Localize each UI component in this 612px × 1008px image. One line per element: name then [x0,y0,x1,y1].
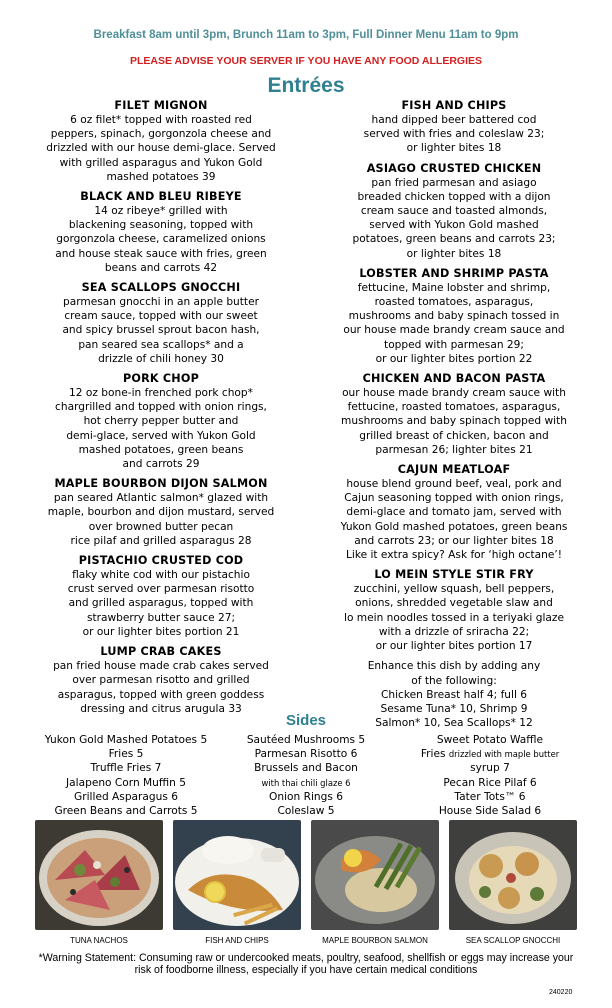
hours-text: Breakfast 8am until 3pm, Brunch 11am to 3pm, Full Dinner Menu 11am to 9pm [93,29,519,41]
side-item: Green Beans and Carrots 5 [54,805,198,818]
dish-name: LUMP CRAB CAKES [100,645,222,659]
side-item: Sweet Potato Waffle [436,734,544,746]
side-item: syrup 7 [470,762,510,775]
side-item: Yukon Gold Mashed Potatoes 5 [44,734,208,746]
warning-statement: *Warning Statement: Consuming raw or undercooked meats, poultry, seafood, shellfish or eggs may increase your risk of foodborne illness, especially if you have certain medical conditions [38,952,574,976]
fish-and-chips-photo [173,820,301,930]
side-item: Grilled Asparagus 6 [74,790,178,803]
dish-description: 6 oz filet* topped with roasted red peppers, spinach, gorgonzola cheese and drizzled with our house demi-glace. Served with grilled asparagus and Yukon Gold mashed potatoes 39 [46,114,276,183]
side-item: Pecan Rice Pilaf 6 [443,776,537,789]
dish-description: hand dipped beer battered cod served with fries and coleslaw 23; or lighter bites 18 [363,114,545,155]
food-photos [35,820,577,930]
entrees-heading: Entrées [267,74,345,97]
sides-column-2 [228,733,384,818]
dish-name: FILET MIGNON [114,99,208,112]
side-item-note-text: with thai chili glaze 6 [261,777,351,788]
side-item: Brussels and Bacon [254,762,358,775]
dish-name: BLACK AND BLEU RIBEYE [80,190,242,204]
side-item: Parmesan Risotto 6 [254,748,358,761]
dish-description: our house made brandy cream sauce with fettucine, roasted tomatoes, asparagus, mushrooms and baby spinach topped with grilled breast of chicken, bacon and parmesan 26; lighter bites 21 [341,387,567,456]
photo-caption: TUNA NACHOS [70,936,128,945]
side-item-note-text: drizzled with maple butter [448,749,560,760]
sides-column-3 [392,733,588,818]
dish-description: parmesan gnocchi in an apple butter cream sauce, topped with our sweet and spicy brussel sprout bacon hash, pan seared sea scallops* and a drizzle of chili honey 30 [62,296,260,365]
dish-name: PORK CHOP [123,372,199,386]
enhance-addons: Enhance this dish by adding any of the following: Chicken Breast half 4; full 6 Sesame Tuna* 10, Shrimp 9 Salmon* 10, Sea Scallops* 12 [367,660,541,730]
entrees-left-column [38,99,284,722]
scallop-gnocchi-photo [449,820,577,930]
dish-description: pan fried house made crab cakes served over parmesan risotto and grilled asparagus, topped with green goddess dressing and citrus arugula 33 [53,660,269,715]
photo-caption: MAPLE BOURBON SALMON [322,936,428,945]
photo-caption: FISH AND CHIPS [205,936,269,945]
dish-description: 14 oz ribeye* grilled with blackening seasoning, topped with gorgonzola cheese, caramelized onions and house steak sauce with fries, green beans and carrots 42 [55,205,267,274]
dish-name: LO MEIN STYLE STIR FRY [374,568,534,582]
menu-code: 240220 [549,989,573,996]
dish-name: SEA SCALLOPS GNOCCHI [81,281,241,295]
side-item: Tater Tots™ 6 [454,790,526,803]
side-item: Sautéed Mushrooms 5 [246,734,366,746]
photo-caption: SEA SCALLOP GNOCCHI [465,936,561,945]
side-item: Coleslaw 5 [277,805,335,818]
side-item: Onion Rings 6 [269,790,343,803]
side-item [392,747,588,761]
side-item: Fries 5 [108,748,144,761]
side-item-note [228,776,384,790]
dish-name: CAJUN MEATLOAF [397,463,511,477]
dish-name: FISH AND CHIPS [401,99,507,112]
tuna-nachos-photo [35,820,163,930]
dish-description: fettucine, Maine lobster and shrimp, roasted tomatoes, asparagus, mushrooms and baby spinach tossed in our house made brandy cream sauce and topped with parmesan 29; or our lighter bites portion 22 [343,281,565,365]
side-item: Jalapeno Corn Muffin 5 [66,776,186,789]
entrees-right-column [330,99,578,730]
salmon-photo [311,820,439,930]
menu-item [330,372,578,457]
dish-name: CHICKEN AND BACON PASTA [362,372,546,386]
side-item: House Side Salad 6 [438,805,542,818]
menu-item [330,568,578,653]
dish-description: pan seared Atlantic salmon* glazed with maple, bourbon and dijon mustard, served over browned butter pecan rice pilaf and grilled asparagus 28 [47,492,275,547]
menu-item [330,463,578,562]
dish-name: LOBSTER AND SHRIMP PASTA [359,266,549,280]
menu-item [38,554,284,639]
allergy-notice: PLEASE ADVISE YOUR SERVER IF YOU HAVE ANY FOOD ALLERGIES [129,55,482,67]
menu-item [38,645,284,716]
sides-column-1 [28,733,224,818]
sides-heading: Sides [285,712,327,729]
dish-description: flaky white cod with our pistachio crust served over parmesan risotto and grilled asparagus, topped with strawberry butter sauce 27; or our lighter bites portion 21 [67,569,255,638]
dish-description: zucchini, yellow squash, bell peppers, onions, shredded vegetable slaw and lo mein noodles tossed in a teriyaki glaze with a drizzle of sriracha 22; or our lighter bites portion 17 [344,583,564,653]
dish-name: ASIAGO CRUSTED CHICKEN [366,161,542,175]
dish-description: house blend ground beef, veal, pork and Cajun seasoning topped with onion rings, demi-glace and tomato jam, served with Yukon Gold mashed potatoes, green beans and carrots 23; or our lighter bites 18 Like it extra spicy? Ask for ‘high octane’! [340,478,568,562]
dish-name: MAPLE BOURBON DIJON SALMON [54,477,268,491]
menu-item [38,281,284,366]
menu-item [330,267,578,366]
menu-item [38,99,284,184]
menu-item [330,99,578,156]
menu-item [38,190,284,275]
photo-captions [35,936,577,948]
dish-description: pan fried parmesan and asiago breaded chicken topped with a dijon cream sauce and toasted almonds, served with Yukon Gold mashed potatoes, green beans and carrots 23; or lighter bites 18 [352,176,556,260]
dish-name: PISTACHIO CRUSTED COD [78,554,244,568]
dish-description: 12 oz bone-in frenched pork chop* chargrilled and topped with onion rings, hot cherry pepper butter and demi-glace, served with Yukon Gold mashed potatoes, green beans and carrots 29 [55,387,267,471]
side-item: Truffle Fries 7 [90,762,162,775]
menu-item [330,162,578,261]
side-item-text: Fries [420,748,449,761]
menu-item [38,477,284,548]
menu-item [38,372,284,471]
